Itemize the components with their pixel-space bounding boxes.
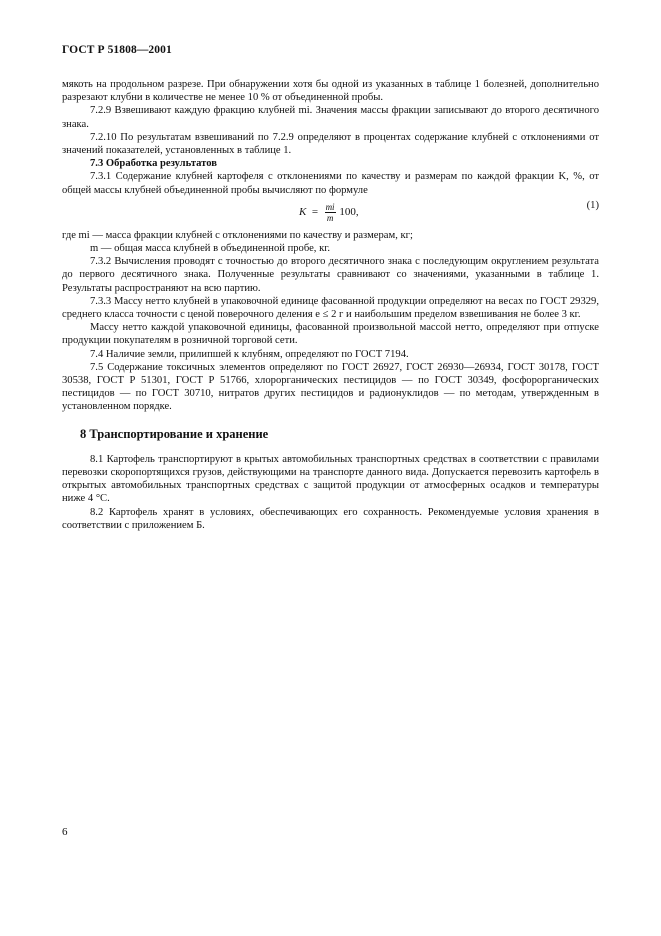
page-number: 6: [62, 826, 68, 838]
paragraph: мякоть на продольном разрезе. При обнаружении хотя бы одной из указанных в таблице 1 болезней, дополнительно разрезают клубни в количестве не менее 10 % от объединенной пробы.: [62, 79, 599, 104]
paragraph: 7.2.9 Взвешивают каждую фракцию клубней mi. Значения массы фракции записывают до второго десятичного знака.: [62, 105, 599, 130]
paragraph: 7.2.10 По результатам взвешиваний по 7.2.9 определяют в процентах содержание клубней с отклонениями от значений показателей, установленных в таблице 1.: [62, 131, 599, 157]
formula-block: [62, 199, 599, 229]
subsection-heading: 7.3 Обработка результатов: [90, 158, 217, 170]
formula-legend-line: где mi — масса фракции клубней с отклонениями по качеству и размерам, кг;: [62, 229, 413, 241]
formula-numerator: mi: [325, 201, 335, 212]
paragraph: 8.2 Картофель хранят в условиях, обеспечивающих его сохранность. Рекомендуемые условия хранения в соответствии с приложением Б.: [62, 506, 599, 531]
formula-equals: =: [311, 205, 319, 218]
paragraph: 7.3.3 Массу нетто клубней в упаковочной единице фасованной продукции определяют на весах по ГОСТ 29329, среднего класса точности с ценой поверочного деления e ≤ 2 г и наибольшим пределом взвешивания не более 3 кг.: [62, 295, 599, 321]
paragraph: 8.1 Картофель транспортируют в крытых автомобильных транспортных средствах в соответствии с правилами перевозки скоропортящихся грузов, действующими на транспорте данного вида. Допускается перевозить картофель в открытых автомобильных транспортных средствах с защитой продукции от атмосферных осадков и температуры ниже 4 °С.: [62, 453, 599, 505]
document-body: [62, 78, 599, 532]
paragraph: 7.5 Содержание токсичных элементов определяют по ГОСТ 26927, ГОСТ 26930—26934, ГОСТ 30178, ГОСТ 30538, ГОСТ Р 51301, ГОСТ Р 51766, хлорорганических пестицидов — по ГОСТ 30349, фосфорорганических пестицидов — по ГОСТ 30710, нитратов других пестицидов и радионуклидов — по методам, утвержденным в установленном порядке.: [62, 361, 599, 413]
formula-fraction: [325, 202, 336, 223]
section-heading: 8 Транспортирование и хранение: [80, 426, 269, 441]
equation-number: (1): [586, 199, 599, 211]
formula-denominator: m: [326, 212, 334, 223]
formula-lhs: K: [299, 205, 307, 218]
paragraph: 7.4 Наличие земли, прилипшей к клубням, определяют по ГОСТ 7194.: [90, 348, 409, 360]
formula: [299, 202, 359, 223]
formula-factor: 100,: [339, 205, 359, 218]
paragraph: 7.3.2 Вычисления проводят с точностью до второго десятичного знака с последующим округлением результата до первого десятичного знака. Полученные результаты сравнивают со значениями, указанными в таблице 1. Результаты распространяют на всю партию.: [62, 256, 599, 294]
document-header: ГОСТ Р 51808—2001: [62, 44, 172, 56]
paragraph: 7.3.1 Содержание клубней картофеля с отклонениями по качеству и размерам по каждой фракции K, %, от общей массы клубней объединенной пробы вычисляют по формуле: [62, 171, 599, 196]
paragraph: Массу нетто каждой упаковочной единицы, фасованной произвольной массой нетто, определяют при отпуске продукции покупателям в розничной торговой сети.: [62, 322, 599, 347]
formula-legend-line: m — общая масса клубней в объединенной пробе, кг.: [90, 243, 331, 255]
